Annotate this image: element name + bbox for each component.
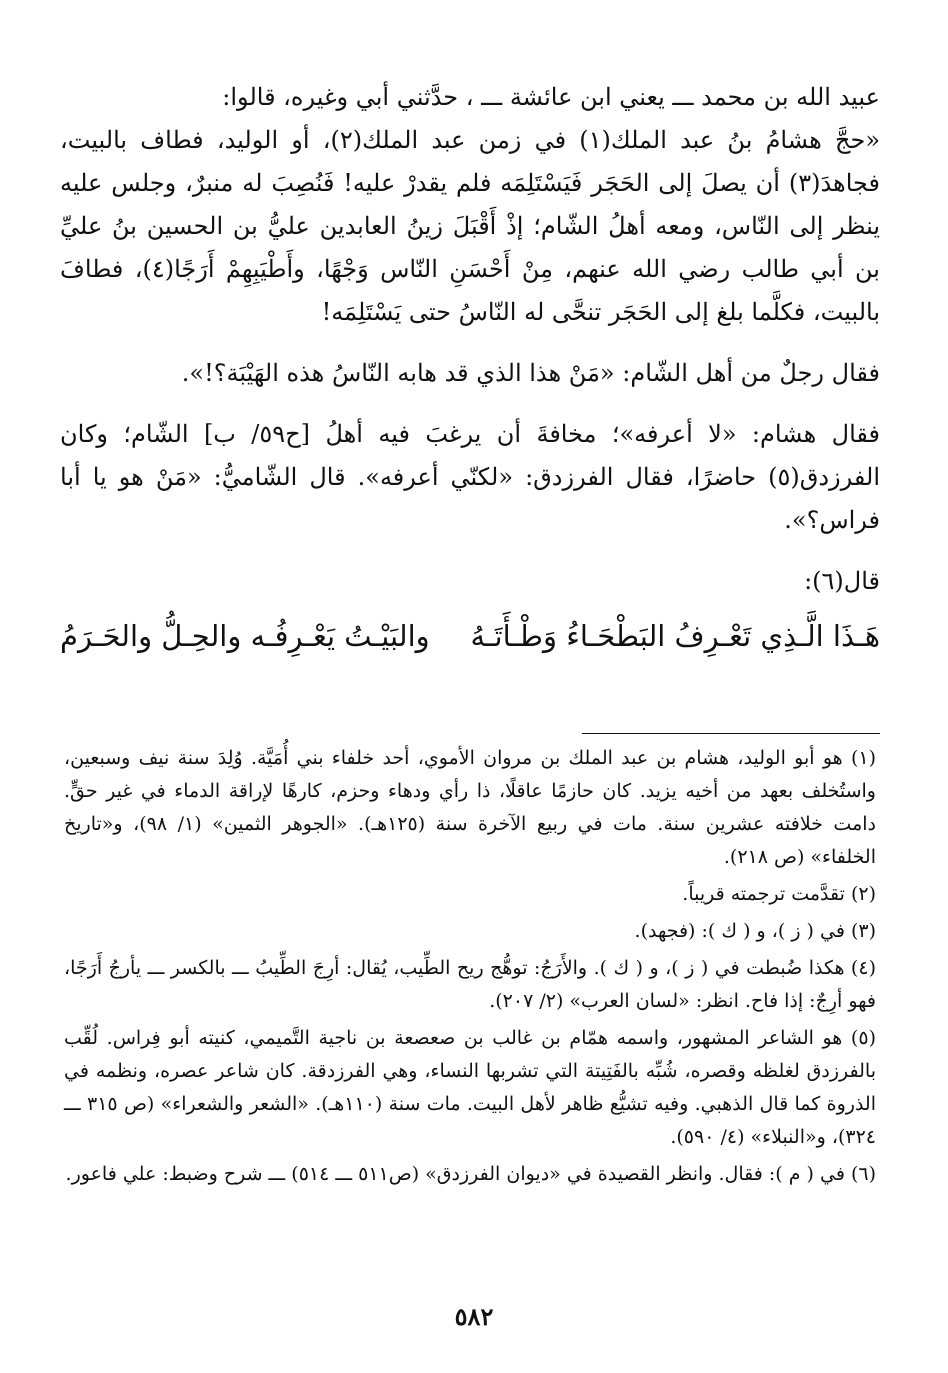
footnote-6: (٦) في ( م ): فقال. وانظر القصيدة في «ديوان الفرزدق» (ص٥١١ ـــ ٥١٤) ـــ شرح وضبط: علي فاعور. <box>65 1163 876 1185</box>
main-text <box>60 76 880 661</box>
footnotes <box>64 742 876 1191</box>
footnote-5: (٥) هو الشاعر المشهور، واسمه همّام بن غالب بن صعصعة بن ناجية التَّميمي، كنيته أبو فِراس. لُقِّب بالفرزدق لغلظه وقصره، شُبِّه بالفَتِيتة التي تشربها النساء، وهي الفرزدقة. كان شاعر عصره، ونظمه في الذروة كما قال الذهبي. وفيه تشيُّع ظاهر لأهل البيت. مات سنة (١١٠هـ). «الشعر والشعراء» (ص ٣١٥ ـــ ٣٢٤)، و«النبلاء» (٤/ ٥٩٠). <box>64 1027 876 1148</box>
footnote-4: (٤) هكذا ضُبطت في ( ز )، و ( ك ). والأَرَجُ: توهُّج ريح الطِّيب، يُقال: أرِجَ الطِّيبُ ـــ بالكسر ـــ يأرجُ أَرَجًا، فهو أرِجٌ: إذا فاح. انظر: «لسان العرب» (٢/ ٢٠٧). <box>64 957 876 1012</box>
footnote-1: (١) هو أبو الوليد، هشام بن عبد الملك بن مروان الأموي، أحد خلفاء بني أُمَيَّة. وُلِدَ سنة نيف وسبعين، واستُخلف بعهد من أخيه يزيد. كان حازمًا عاقلًا، ذا رأي ودهاء وحزم، كارهًا لإراقة الدماء في غير حقٍّ. دامت خلافته عشرين سنة. مات في ربيع الآخرة سنة (١٢٥هـ). «الجوهر الثمين» (١/ ٩٨)، و«تاريخ الخلفاء» (ص ٢١٨). <box>64 747 877 868</box>
paragraph-narration: «حجَّ هشامُ بنُ عبد الملك(١) في زمن عبد الملك(٢)، أو الوليد، فطاف بالبيت، فجاهدَ(٣) أن يصلَ إلى الحَجَر فَيَسْتَلِمَه فلم يقدرْ عليه! فَنُصِبَ له منبرٌ، وجلس عليه ينظر إلى النّاس، ومعه أهلُ الشّام؛ إذْ أَقْبَلَ زينُ العابدين عليُّ بن الحسين بنُ عليِّ بن أبي طالب رضي الله عنهم، مِنْ أَحْسَنِ النّاس وَجْهًا، وأَطْيَبِهِمْ أَرَجًا(٤)، فطافَ بالبيت، فكلَّما بلغ إلى الحَجَر تنحَّى له النّاسُ حتى يَسْتَلِمَه! <box>60 126 880 326</box>
poem-verse <box>60 611 880 661</box>
footnote-3: (٣) في ( ز )، و ( ك ): (فجهد). <box>634 920 876 942</box>
footnote-2: (٢) تقدَّمت ترجمته قريباً. <box>682 883 876 905</box>
verse-first-hemistich: هَـذَا الَّـذِي تَعْـرِفُ البَطْحَـاءُ وَطْـأَتَـهُ <box>470 619 880 653</box>
paragraph-question: فقال رجلٌ من أهل الشّام: «مَنْ هذا الذي قد هابه النّاسُ هذه الهَيْبَة؟!». <box>181 359 880 387</box>
paragraph-hisham: فقال هشام: «لا أعرفه»؛ مخافةَ أن يرغبَ فيه أهلُ [ح٥٩/ ب] الشّام؛ وكان الفرزدق(٥) حاضرًا، فقال الفرزدق: «لكنّي أعرفه». قال الشّاميُّ: «مَنْ هو يا أبا فراس؟». <box>60 420 881 534</box>
intro-line: عبيد الله بن محمد ـــ يعني ابن عائشة ـــ ، حدَّثني أبي وغيره، قالوا: <box>222 83 880 111</box>
paragraph-qala: قال(٦): <box>804 567 880 595</box>
verse-second-hemistich: والبَيْـتُ يَعْـرِفُـه والحِـلُّ والحَـرَمُ <box>60 619 430 653</box>
page-number: ٥٨٢ <box>454 1302 494 1331</box>
footnote-separator <box>582 733 880 734</box>
